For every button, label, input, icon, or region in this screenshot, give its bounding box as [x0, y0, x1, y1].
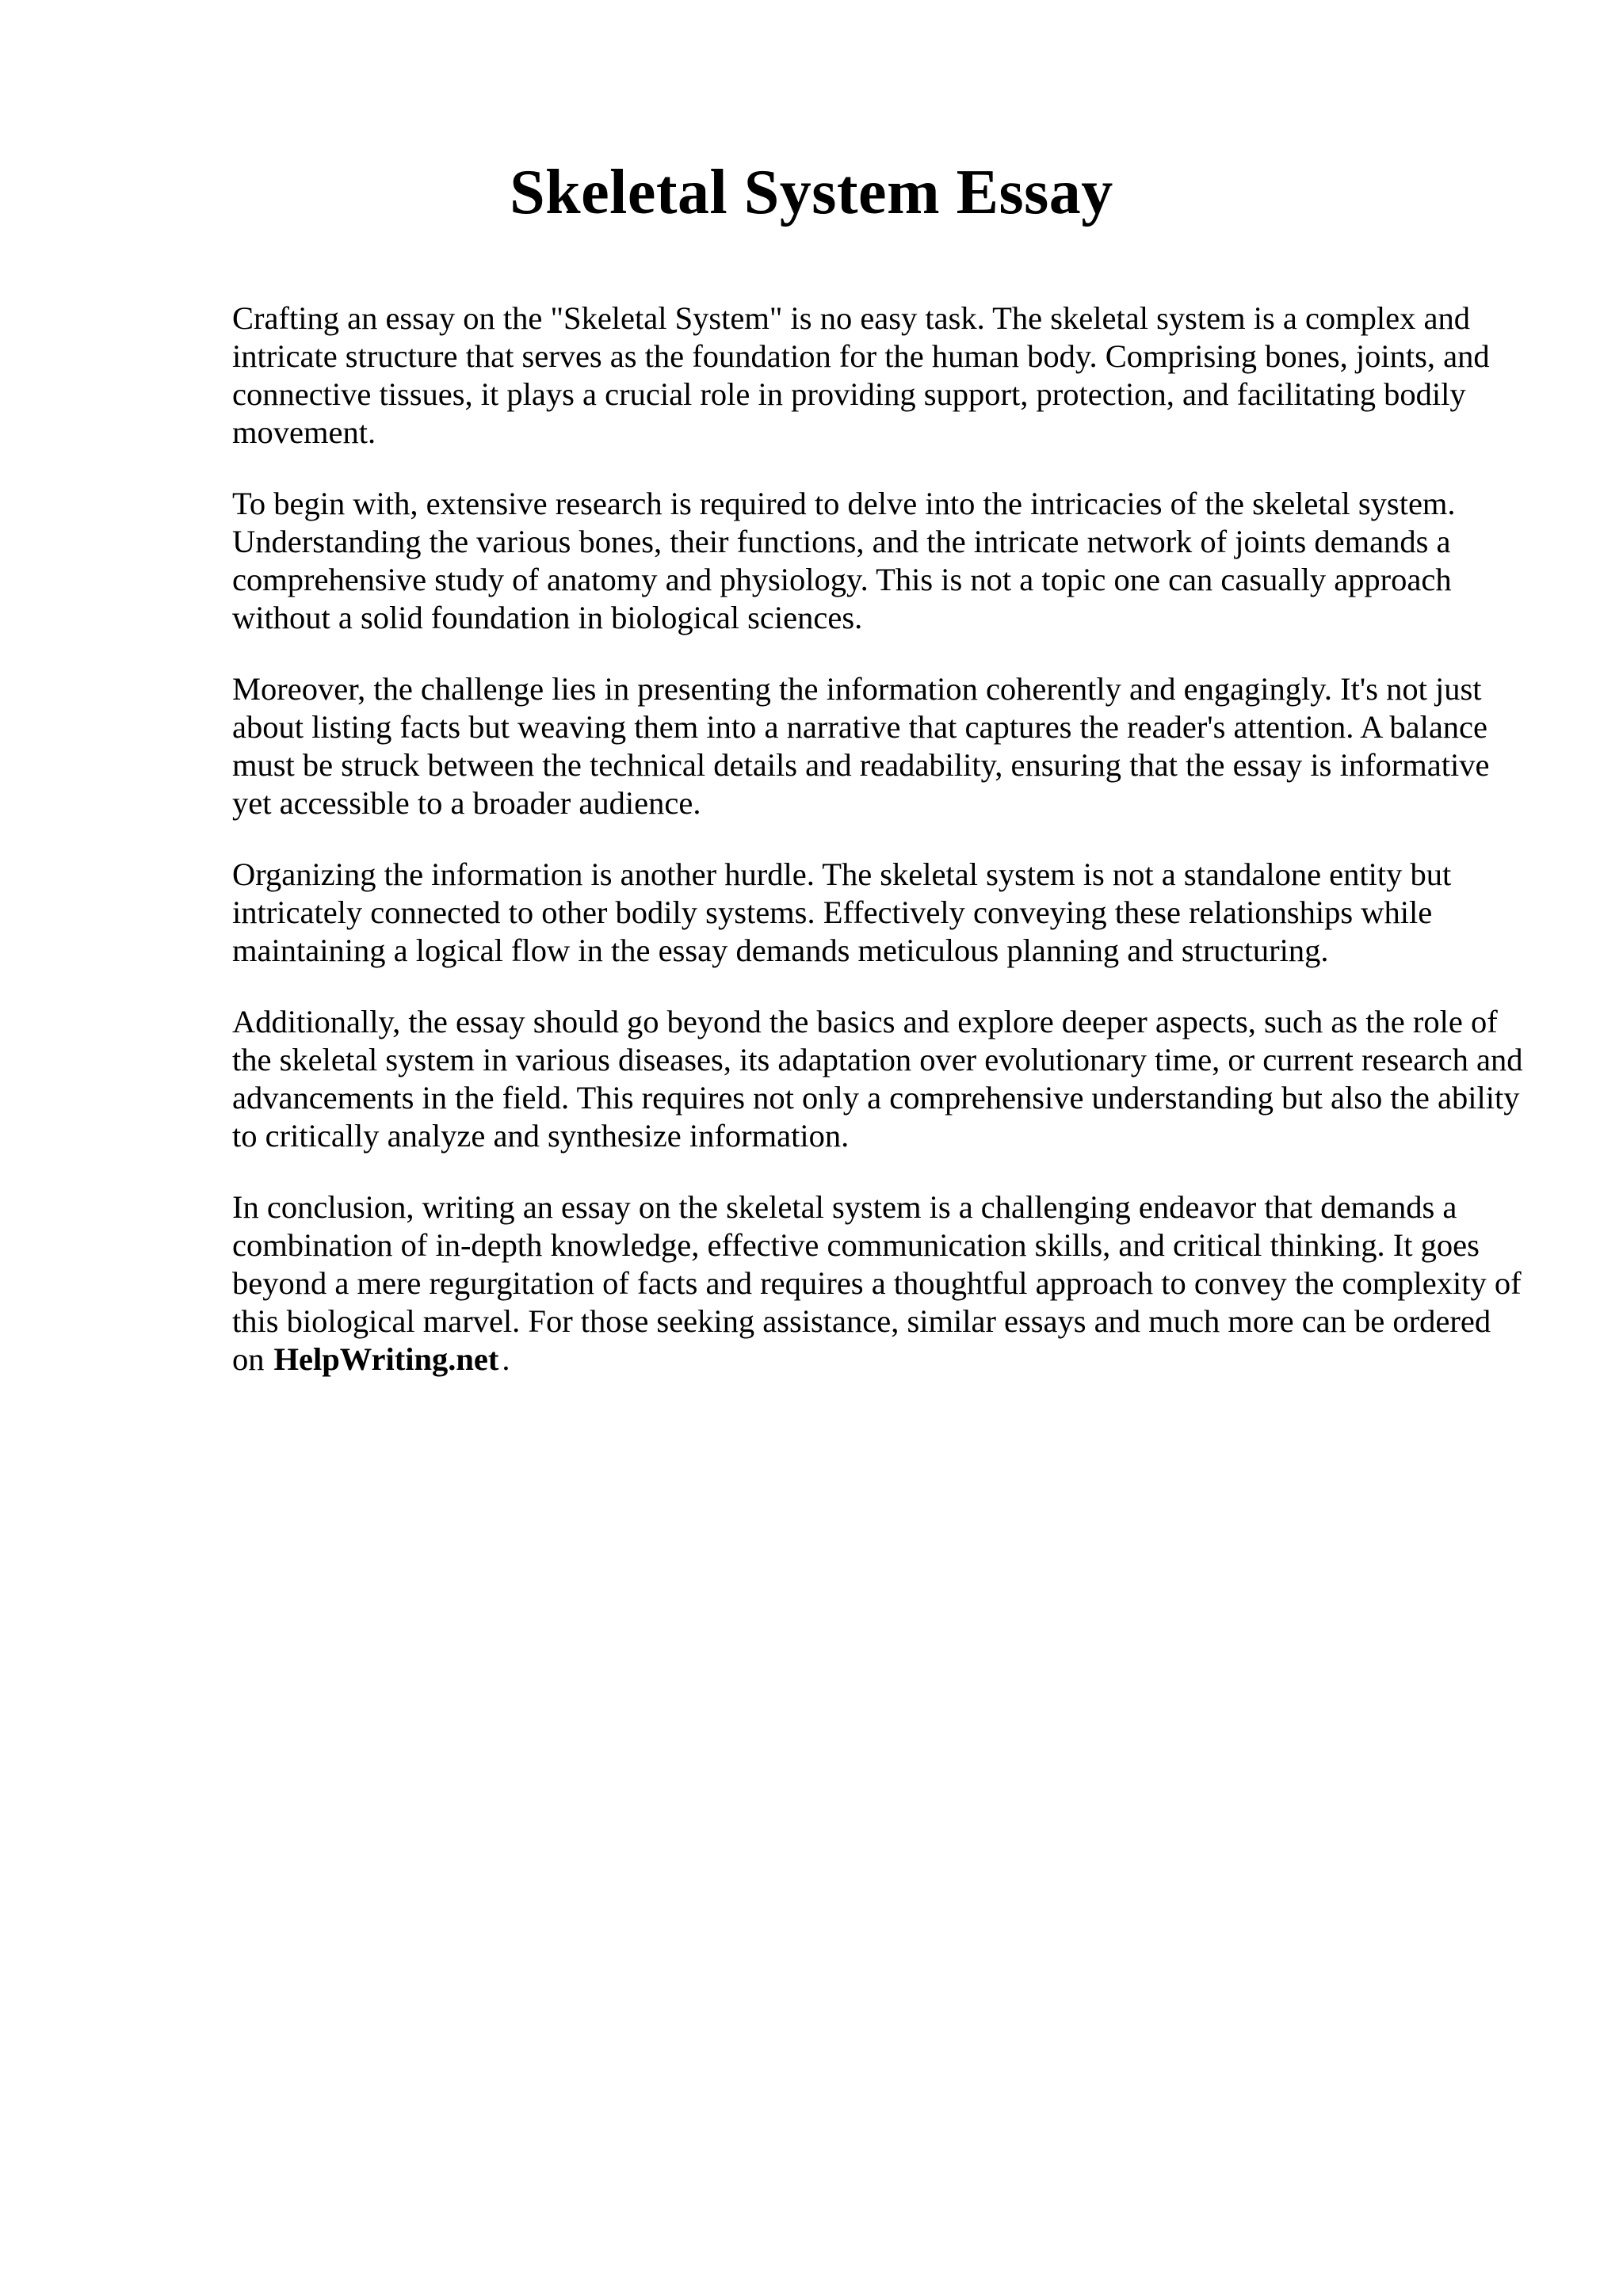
paragraph-3: Moreover, the challenge lies in presenting the information coherently and engagingly. It's not just about listing facts but weaving them into a narrative that captures the reader's attention. A balance must be struck between the technical details and readability, ensuring that the essay is informative yet accessible to a broader audience. — [232, 671, 1490, 821]
paragraph-5: Additionally, the essay should go beyond the basics and explore deeper aspects, such as the role of the skeletal system in various diseases, its adaptation over evolutionary time, or current research and advancements in the field. This requires not only a comprehensive understanding but also the ability to critically analyze and synthesize information. — [232, 1004, 1523, 1154]
paragraph-2: To begin with, extensive research is required to delve into the intricacies of the skeletal system. Understanding the various bones, their functions, and the intricate network of joints demands a comprehensive study of anatomy and physiology. This is not a topic one can casually approach without a solid foundation in biological sciences. — [232, 486, 1456, 635]
conclusion-paragraph — [232, 1188, 1532, 1379]
conclusion-period: . — [502, 1341, 510, 1377]
conclusion-text: In conclusion, writing an essay on the skeletal system is a challenging endeavor that demands a combination of in-depth knowledge, effective communication skills, and critical thinking. It goes beyond a mere regurgitation of facts and requires a thoughtful approach to convey the complexity of this biological marvel. For those seeking assistance, similar essays and much more can be ordered on — [232, 1189, 1522, 1377]
document-body — [232, 299, 1532, 1412]
paragraph-4: Organizing the information is another hurdle. The skeletal system is not a standalone entity but intricately connected to other bodily systems. Effectively conveying these relationships while maintaining a logical flow in the essay demands meticulous planning and structuring. — [232, 856, 1452, 968]
helpwriting-link[interactable]: HelpWriting.net — [273, 1341, 499, 1377]
document-title: Skeletal System Essay — [510, 158, 1113, 227]
paragraph-1: Crafting an essay on the "Skeletal System" is no easy task. The skeletal system is a complex and intricate structure that serves as the foundation for the human body. Comprising bones, joints, and connective tissues, it plays a crucial role in providing support, protection, and facilitating bodily movement. — [232, 300, 1490, 450]
